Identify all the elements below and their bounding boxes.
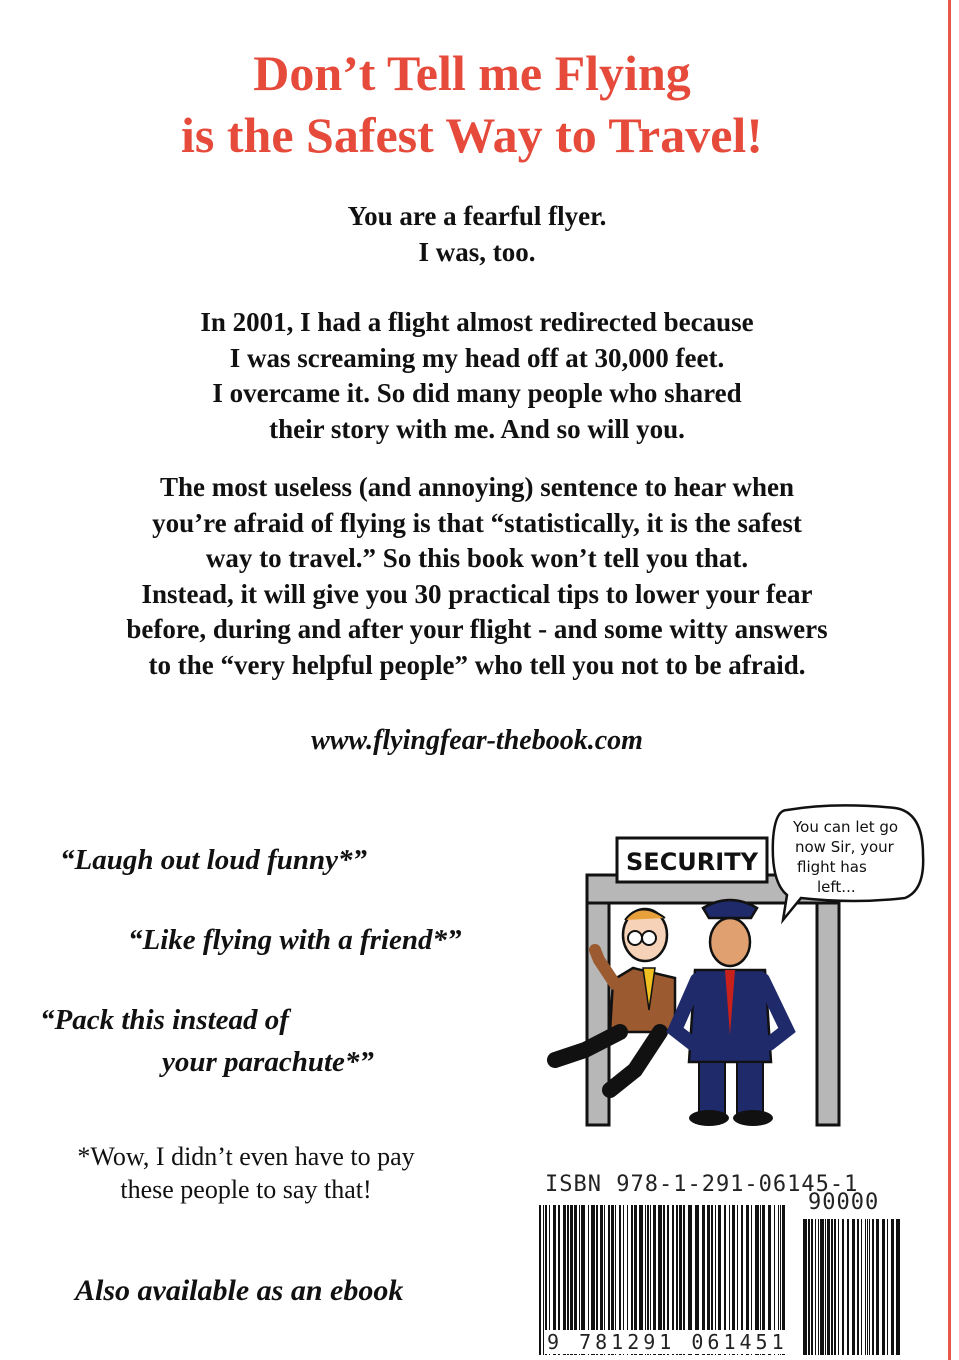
security-sign-label: SECURITY bbox=[626, 848, 758, 876]
pitch-paragraph bbox=[0, 470, 954, 683]
barcode-bar bbox=[887, 1219, 888, 1355]
story-line: their story with me. And so will you. bbox=[269, 413, 685, 444]
barcode-bar bbox=[852, 1219, 855, 1355]
barcode-bar bbox=[861, 1219, 862, 1355]
pitch-line: Instead, it will give you 30 practical tips to lower your fear bbox=[141, 578, 813, 609]
speech-line: You can let go bbox=[793, 818, 899, 836]
blurb-quote-3-line-1: “Pack this instead of bbox=[40, 1004, 289, 1036]
isbn-number: ISBN 978-1-291-06145-1 bbox=[545, 1172, 859, 1197]
barcode-bar bbox=[811, 1219, 813, 1355]
barcode-digits: 9 781291 061451 bbox=[547, 1330, 788, 1354]
pitch-line: way to travel.” So this book won’t tell you that. bbox=[205, 543, 749, 573]
barcode-bar bbox=[834, 1219, 836, 1355]
barcode-bar bbox=[818, 1219, 819, 1355]
speech-line: flight has bbox=[797, 858, 867, 876]
barcode-bar bbox=[831, 1219, 833, 1355]
security-cartoon-illustration bbox=[525, 800, 930, 1135]
barcode-bar bbox=[543, 1205, 544, 1355]
speech-line: left... bbox=[817, 878, 856, 896]
story-paragraph bbox=[0, 305, 954, 447]
barcode-bar bbox=[896, 1219, 900, 1355]
book-title bbox=[0, 42, 944, 166]
barcode-bar bbox=[842, 1219, 844, 1355]
barcode-bar bbox=[857, 1219, 859, 1355]
barcode-bar bbox=[847, 1219, 849, 1355]
frightened-traveller bbox=[555, 909, 675, 1090]
blurb-quote-1: “Laugh out loud funny*” bbox=[60, 844, 368, 876]
pitch-line: you’re afraid of flying is that “statistically, it is the safest bbox=[152, 507, 802, 538]
footnote-line: *Wow, I didn’t even have to pay bbox=[77, 1142, 415, 1171]
barcode-bar bbox=[820, 1219, 824, 1355]
blurb-quote-2: “Like flying with a friend*” bbox=[128, 924, 462, 956]
story-line: I overcame it. So did many people who shared bbox=[212, 378, 742, 408]
intro-paragraph bbox=[0, 199, 954, 270]
barcode-bar bbox=[838, 1219, 839, 1355]
barcode-bar bbox=[869, 1219, 870, 1355]
barcode-bar bbox=[825, 1219, 826, 1355]
barcode-bar bbox=[876, 1219, 879, 1355]
footnote bbox=[46, 1140, 446, 1206]
barcode-bar bbox=[815, 1219, 816, 1355]
pitch-line: before, during and after your flight - and some witty answers bbox=[126, 614, 828, 644]
security-sign bbox=[617, 838, 767, 882]
footnote-line: these people to say that! bbox=[120, 1175, 372, 1204]
title-line-2: is the Safest Way to Travel! bbox=[181, 107, 763, 163]
blurb-quote-3-line-2: your parachute*” bbox=[162, 1046, 374, 1078]
website-url: www.flyingfear-thebook.com bbox=[311, 725, 643, 756]
barcode-bar bbox=[872, 1219, 874, 1355]
intro-line: I was, too. bbox=[418, 236, 536, 267]
barcode-addon-number: 90000 bbox=[808, 1190, 880, 1215]
pitch-line: The most useless (and annoying) sentence to hear when bbox=[159, 472, 795, 502]
speech-bubble bbox=[773, 805, 923, 920]
barcode-bar bbox=[539, 1205, 541, 1355]
speech-line: now Sir, your bbox=[795, 838, 894, 856]
intro-line: You are a fearful flyer. bbox=[347, 201, 607, 231]
barcode-bar bbox=[891, 1219, 894, 1355]
story-line: In 2001, I had a flight almost redirected because bbox=[200, 307, 754, 337]
barcode-bar bbox=[865, 1219, 866, 1355]
barcode-bar bbox=[827, 1219, 830, 1355]
story-line: I was screaming my head off at 30,000 feet. bbox=[229, 342, 725, 373]
barcode-bar bbox=[867, 1219, 868, 1355]
ebook-note: Also available as an ebook bbox=[75, 1274, 404, 1307]
title-line-1: Don’t Tell me Flying bbox=[253, 45, 691, 101]
barcode-bar bbox=[882, 1219, 885, 1355]
barcode-bar bbox=[803, 1219, 807, 1355]
pitch-line: to the “very helpful people” who tell you not to be afraid. bbox=[148, 649, 806, 680]
security-guard bbox=[675, 900, 787, 1126]
barcode-bar bbox=[808, 1219, 810, 1355]
